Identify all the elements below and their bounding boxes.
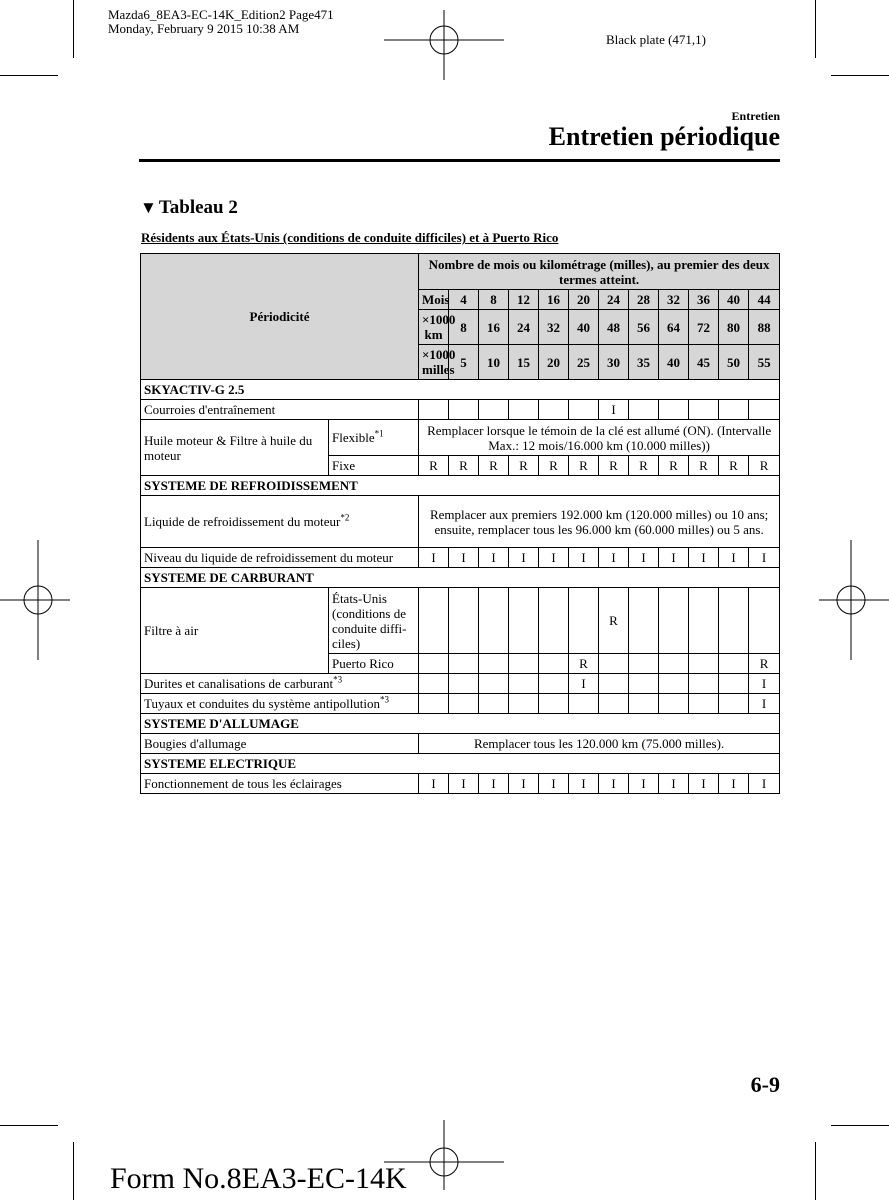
liquide-label-text: Liquide de refroidissement du moteur [144,514,341,529]
filtre-pr-cell [509,654,539,674]
durites-cell [449,674,479,694]
mois-cell: 28 [629,290,659,310]
durites-cell [629,674,659,694]
filtre-pr-cell [539,654,569,674]
table-title-text: Tableau 2 [158,197,238,218]
courroies-cell [539,400,569,420]
fixe-cell: R [629,456,659,476]
mois-label: Mois [419,290,449,310]
eclairages-cell: I [689,774,719,794]
form-number: Form No.8EA3-EC-14K [110,1162,407,1195]
table-row [141,734,780,754]
table-row [141,400,780,420]
miles-cell: 45 [689,345,719,380]
durites-cell [539,674,569,694]
fixe-cell: R [599,456,629,476]
mois-cell: 12 [509,290,539,310]
crop-mark [73,1142,74,1200]
section-electrique: SYSTEME ELECTRIQUE [141,754,780,774]
bougies-label: Bougies d'allumage [141,734,419,754]
table-row [141,674,780,694]
miles-cell: 15 [509,345,539,380]
filtre-pr-cell [419,654,449,674]
km-cell: 88 [749,310,780,345]
niveau-cell: I [599,548,629,568]
filtre-us-cell: R [599,588,629,654]
tuyaux-note: *3 [380,694,390,705]
tuyaux-cell [659,694,689,714]
fixe-cell: R [479,456,509,476]
durites-cell [719,674,749,694]
crop-mark [815,0,816,58]
courroies-cell [449,400,479,420]
miles-cell: 50 [719,345,749,380]
km-cell: 8 [449,310,479,345]
km-cell: 40 [569,310,599,345]
filtre-pr-cell: R [569,654,599,674]
durites-note: *3 [333,674,343,685]
mois-cell: 32 [659,290,689,310]
fixe-cell: R [689,456,719,476]
mois-cell: 8 [479,290,509,310]
section-refroidissement: SYSTEME DE REFROIDISSEMENT [141,476,780,496]
liquide-instruction: Remplacer aux premiers 192.000 km (120.000 milles) ou 10 ans; ensuite, remplacer tous les 96.000 km (60.000 milles) ou 5 ans. [419,496,780,548]
fixe-cell: R [659,456,689,476]
eclairages-label: Fonctionnement de tous les éclairages [141,774,419,794]
filtre-pr-cell [479,654,509,674]
table-row [141,548,780,568]
filtre-pr-cell [719,654,749,674]
courroies-cell [419,400,449,420]
crop-mark [831,1125,889,1126]
page-title: Entretien périodique [548,122,780,151]
crop-mark [831,75,889,76]
courroies-cell: I [599,400,629,420]
fixe-cell: R [749,456,780,476]
miles-cell: 40 [659,345,689,380]
miles-cell: 30 [599,345,629,380]
eclairages-cell: I [419,774,449,794]
section-row [141,754,780,774]
fixe-cell: R [419,456,449,476]
km-cell: 72 [689,310,719,345]
niveau-cell: I [479,548,509,568]
km-cell: 16 [479,310,509,345]
courroies-cell [689,400,719,420]
km-cell: 48 [599,310,629,345]
durites-cell [689,674,719,694]
fixe-cell: R [569,456,599,476]
miles-cell: 35 [629,345,659,380]
tuyaux-cell [599,694,629,714]
table-row [141,694,780,714]
registration-mark-icon [819,540,889,660]
tuyaux-label-text: Tuyaux et conduites du système antipollution [144,696,381,711]
fixe-cell: R [449,456,479,476]
filtre-us-cell [629,588,659,654]
table-subtitle: Résidents aux États-Unis (conditions de conduite difficiles) et à Puerto Rico [141,230,559,245]
filtre-us-cell [419,588,449,654]
filtre-us-cell [449,588,479,654]
niveau-cell: I [569,548,599,568]
flexible-instruction: Remplacer lorsque le témoin de la clé est allumé (ON). (Intervalle Max.: 12 mois/16.000 km (10.000 milles)) [419,420,780,456]
niveau-cell: I [419,548,449,568]
section-row [141,714,780,734]
table-row [141,420,780,456]
mois-cell: 20 [569,290,599,310]
courroies-cell [509,400,539,420]
fixe-label: Fixe [329,456,419,476]
courroies-cell [479,400,509,420]
eclairages-cell: I [719,774,749,794]
fixe-cell: R [719,456,749,476]
mois-cell: 16 [539,290,569,310]
courroies-label: Courroies d'entraînement [141,400,419,420]
niveau-cell: I [509,548,539,568]
tuyaux-cell [689,694,719,714]
print-header [108,8,334,36]
tuyaux-cell [449,694,479,714]
miles-cell: 20 [539,345,569,380]
niveau-cell: I [659,548,689,568]
flexible-label [329,420,419,456]
eclairages-cell: I [539,774,569,794]
crop-mark [73,0,74,58]
durites-cell [509,674,539,694]
tuyaux-cell [629,694,659,714]
filtre-pr-cell [689,654,719,674]
table-row [141,588,780,654]
periodicite-header: Périodicité [141,254,419,380]
km-cell: 64 [659,310,689,345]
fixe-cell: R [509,456,539,476]
filtre-us-cell [569,588,599,654]
interval-header: Nombre de mois ou kilométrage (milles), au premier des deux termes atteint. [419,254,780,290]
table-title [140,197,238,219]
niveau-cell: I [449,548,479,568]
km-cell: 56 [629,310,659,345]
filtre-us-cell [689,588,719,654]
section-skyactiv: SKYACTIV-G 2.5 [141,380,780,400]
durites-cell: I [749,674,780,694]
tuyaux-cell [539,694,569,714]
miles-cell: 10 [479,345,509,380]
crop-mark [815,1142,816,1200]
filtre-us-label: États-Unis (conditions de conduite diffi- ciles) [329,588,419,654]
print-header-date: Monday, February 9 2015 10:38 AM [108,21,300,36]
flexible-note: *1 [374,428,384,439]
flexible-text: Flexible [332,430,375,445]
table-row [141,774,780,794]
miles-label: ×1000 milles [419,345,449,380]
eclairages-cell: I [749,774,780,794]
fixe-cell: R [539,456,569,476]
filtre-us-cell [719,588,749,654]
tuyaux-cell [419,694,449,714]
niveau-cell: I [539,548,569,568]
miles-cell: 55 [749,345,780,380]
eclairages-cell: I [599,774,629,794]
tuyaux-cell [719,694,749,714]
filtre-label: Filtre à air [141,588,329,674]
durites-cell [659,674,689,694]
courroies-cell [659,400,689,420]
bougies-instruction: Remplacer tous les 120.000 km (75.000 milles). [419,734,780,754]
niveau-cell: I [689,548,719,568]
tuyaux-label [141,694,419,714]
filtre-pr-cell [629,654,659,674]
durites-cell: I [569,674,599,694]
km-cell: 80 [719,310,749,345]
courroies-cell [629,400,659,420]
niveau-cell: I [719,548,749,568]
tuyaux-cell: I [749,694,780,714]
eclairages-cell: I [569,774,599,794]
miles-cell: 25 [569,345,599,380]
eclairages-cell: I [659,774,689,794]
km-cell: 24 [509,310,539,345]
print-header-file: Mazda6_8EA3-EC-14K_Edition2 Page471 [108,7,334,22]
eclairages-cell: I [509,774,539,794]
durites-label [141,674,419,694]
table-row [141,496,780,548]
mois-cell: 44 [749,290,780,310]
huile-label: Huile moteur & Filtre à huile du moteur [141,420,329,476]
durites-cell [599,674,629,694]
page-number: 6-9 [750,1072,780,1097]
niveau-label: Niveau du liquide de refroidissement du moteur [141,548,419,568]
filtre-us-cell [539,588,569,654]
courroies-cell [569,400,599,420]
mois-cell: 40 [719,290,749,310]
print-header-plate: Black plate (471,1) [606,32,706,47]
title-rule [139,159,780,162]
liquide-label [141,496,419,548]
eclairages-cell: I [629,774,659,794]
registration-mark-icon [0,540,70,660]
courroies-cell [749,400,780,420]
tuyaux-cell [479,694,509,714]
niveau-cell: I [749,548,780,568]
section-allumage: SYSTEME D'ALLUMAGE [141,714,780,734]
liquide-note: *2 [340,512,350,523]
filtre-us-cell [479,588,509,654]
filtre-pr-cell: R [749,654,780,674]
durites-cell [419,674,449,694]
filtre-pr-cell [599,654,629,674]
filtre-pr-cell [449,654,479,674]
section-carburant: SYSTEME DE CARBURANT [141,568,780,588]
tuyaux-cell [509,694,539,714]
section-label: Entretien [731,109,780,123]
section-row [141,568,780,588]
maintenance-table [140,253,780,794]
niveau-cell: I [629,548,659,568]
mois-cell: 24 [599,290,629,310]
registration-mark-icon [384,0,504,80]
mois-cell: 36 [689,290,719,310]
tuyaux-cell [569,694,599,714]
durites-cell [479,674,509,694]
section-row [141,476,780,496]
eclairages-cell: I [479,774,509,794]
crop-mark [0,1125,58,1126]
courroies-cell [719,400,749,420]
miles-cell: 5 [449,345,479,380]
mois-cell: 4 [449,290,479,310]
section-row [141,380,780,400]
triangle-down-icon: ▼ [140,198,157,217]
eclairages-cell: I [449,774,479,794]
filtre-us-cell [749,588,780,654]
crop-mark [0,75,58,76]
km-cell: 32 [539,310,569,345]
filtre-pr-label: Puerto Rico [329,654,419,674]
km-label: ×1000 km [419,310,449,345]
filtre-us-cell [509,588,539,654]
durites-label-text: Durites et canalisations de carburant [144,676,334,691]
filtre-us-cell [659,588,689,654]
filtre-pr-cell [659,654,689,674]
